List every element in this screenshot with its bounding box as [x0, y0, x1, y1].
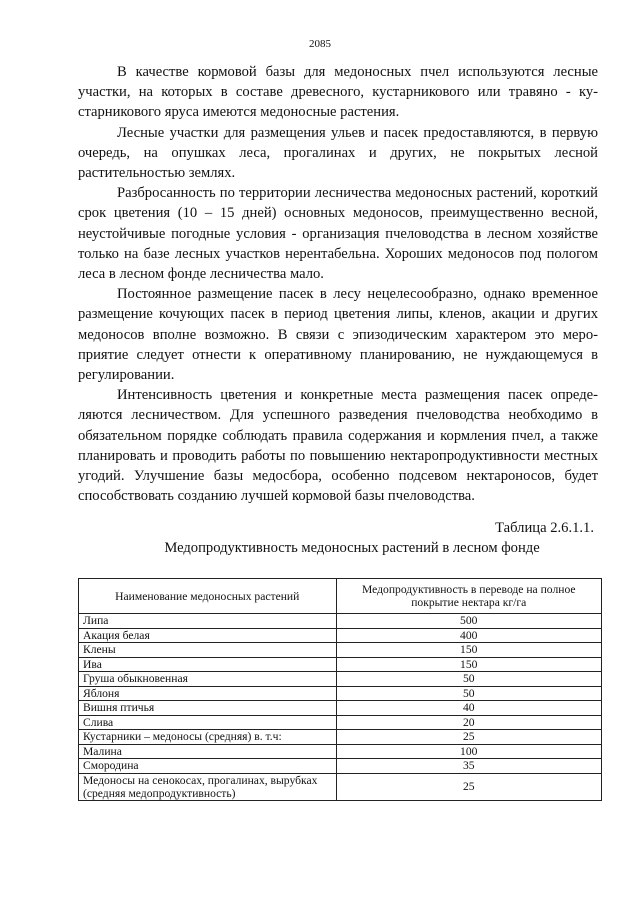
- productivity-cell: 25: [336, 773, 602, 800]
- column-header-plant-name: Наименование медоносных растений: [79, 579, 337, 614]
- table-row: [79, 657, 602, 672]
- productivity-cell: 400: [336, 628, 602, 643]
- body-text: [78, 62, 598, 506]
- table-title: Медопродуктивность медоносных растений в лесном фонде: [164, 540, 540, 556]
- column-header-productivity: Медопродуктивность в переводе на полное покрытие нектара кг/га: [336, 579, 602, 614]
- table-header-row: [79, 579, 602, 614]
- plant-name-cell: Вишня птичья: [79, 701, 337, 716]
- productivity-cell: 150: [336, 643, 602, 658]
- productivity-cell: 20: [336, 715, 602, 730]
- productivity-cell: 50: [336, 672, 602, 687]
- table-row: [79, 614, 602, 629]
- table-row: [79, 715, 602, 730]
- table-row: [79, 701, 602, 716]
- table-row: [79, 744, 602, 759]
- plant-name-cell: Груша обыкновенная: [79, 672, 337, 687]
- table-row: [79, 628, 602, 643]
- table-row: [79, 643, 602, 658]
- plant-name-cell: Малина: [79, 744, 337, 759]
- table-row: [79, 730, 602, 745]
- paragraph: В качестве кормовой базы для медоносных пчел используются лесные участки, на которых в составе древесного, кустарникового или травяно - кустарникового яруса имеются медоносные растения.: [78, 64, 598, 121]
- plant-name-cell: Яблоня: [79, 686, 337, 701]
- plant-name-cell: Липа: [79, 614, 337, 629]
- plant-name-cell: Клены: [79, 643, 337, 658]
- productivity-cell: 100: [336, 744, 602, 759]
- table-row: [79, 773, 602, 800]
- productivity-cell: 50: [336, 686, 602, 701]
- paragraph: Постоянное размещение пасек в лесу нецелесообразно, однако временное размещение кочующих пасек в период цветения липы, кленов, акации и других медоносов вполне возможно. В связи с эпизодическим характером это мероприятие следует отнести к оперативному планированию, не нуждающемуся в регулировании.: [78, 286, 598, 384]
- honey-productivity-table: [78, 578, 602, 801]
- paragraph: Разбросанность по территории лесничества медоносных растений, короткий срок цветения (10 – 15 дней) основных медоносов, преимущественно весной, неустойчивые погодные условия - организация пчеловодства в лесном хозяйстве только на базе лесных участков нерентабельна. Хороших медоносов под пологом леса в лесном фонде лесничества мало.: [78, 185, 598, 283]
- productivity-cell: 25: [336, 730, 602, 745]
- table-row: [79, 759, 602, 774]
- plant-name-cell: Медоносы на сенокосах, прогалинах, вырубках (средняя медопродуктивность): [79, 773, 337, 800]
- plant-name-cell: Смородина: [79, 759, 337, 774]
- plant-name-cell: Слива: [79, 715, 337, 730]
- productivity-cell: 150: [336, 657, 602, 672]
- table-row: [79, 672, 602, 687]
- plant-name-cell: Ива: [79, 657, 337, 672]
- table-row: [79, 686, 602, 701]
- page-number: 2085: [309, 38, 331, 50]
- productivity-cell: 500: [336, 614, 602, 629]
- table-label: Таблица 2.6.1.1.: [495, 520, 594, 536]
- plant-name-cell: Акация белая: [79, 628, 337, 643]
- productivity-cell: 35: [336, 759, 602, 774]
- productivity-cell: 40: [336, 701, 602, 716]
- paragraph: Интенсивность цветения и конкретные места размещения пасек определяются лесничеством. Для успешного разведения пчеловодства необходимо в обязательном порядке соблюдать правила содержания и кормления пчел, а также планировать и проводить работы по повышению нектаропродуктивности местных угодий. Улучшение базы медосбора, особенно подсевом нектароносов, будет способствовать созданию лучшей кормовой базы пчеловодства.: [78, 387, 598, 505]
- paragraph: Лесные участки для размещения ульев и пасек предоставляются, в первую очередь, на опушках леса, прогалинах и других, не покрытых лесной растительностью землях.: [78, 124, 598, 182]
- plant-name-cell: Кустарники – медоносы (средняя) в. т.ч:: [79, 730, 337, 745]
